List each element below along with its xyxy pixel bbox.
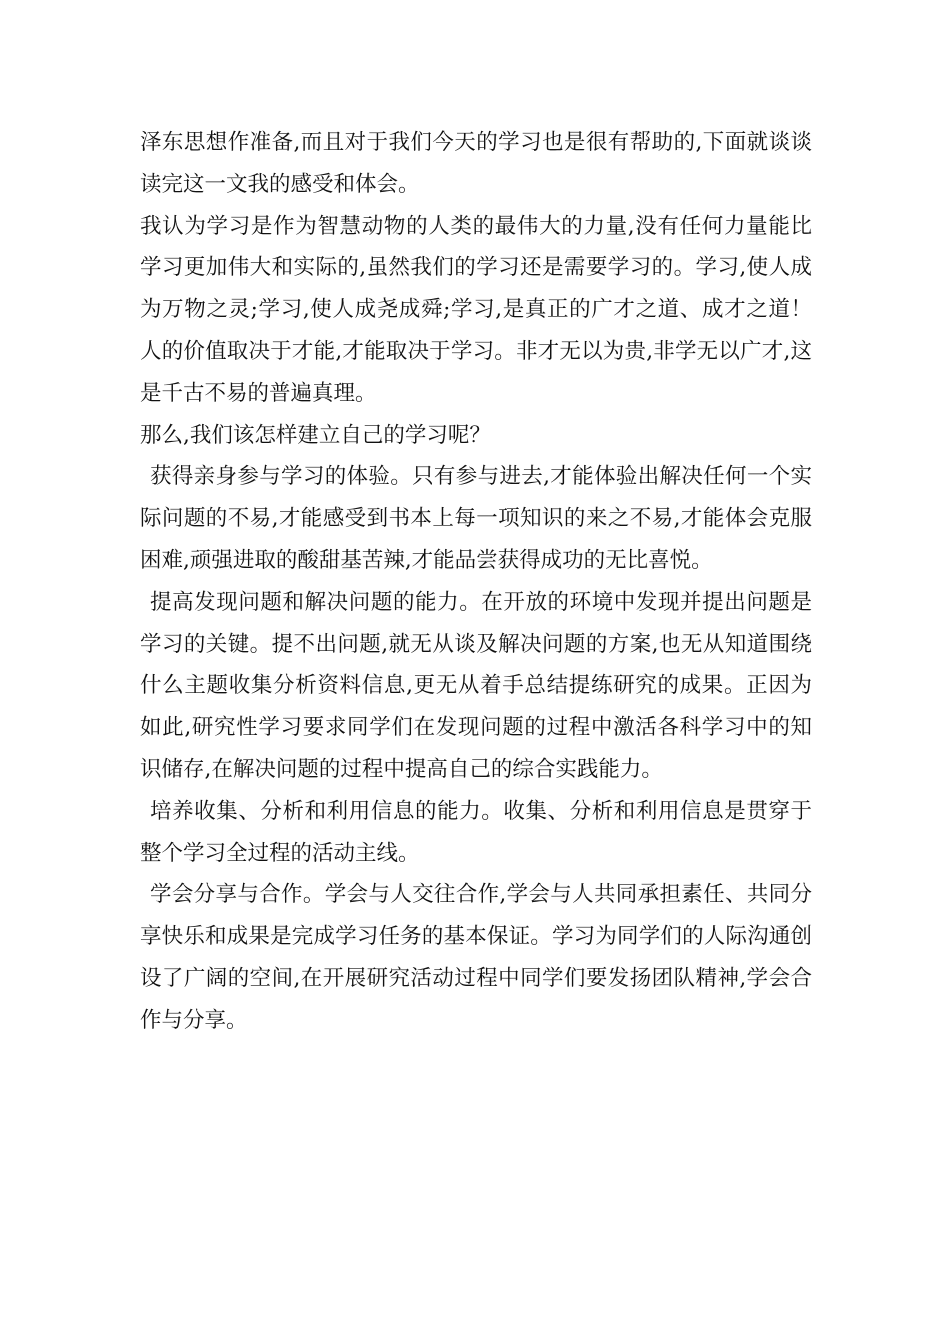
paragraph-continuation: 泽东思想作准备,而且对于我们今天的学习也是很有帮助的,下面就谈谈读完这一文我的感受和体会。 xyxy=(140,130,812,197)
paragraph-learning-power: 我认为学习是作为智慧动物的人类的最伟大的力量,没有任何力量能比学习更加伟大和实际的,虽然我们的学习还是需要学习的。学习,使人成为万物之灵;学习,使人成尧成舜;学习,是真正的广才之道、成才之道！人的价值取决于才能,才能取决于学习。非才无以为贵,非学无以广才,这是千古不易的普遍真理。 xyxy=(140,213,812,406)
paragraph-problem-solving: 提高发现问题和解决问题的能力。在开放的环境中发现并提出问题是学习的关键。提不出问题,就无从谈及解决问题的方案,也无从知道围绕什么主题收集分析资料信息,更无从着手总结提练研究的成果。正因为如此,研究性学习要求同学们在发现问题的过程中激活各科学习中的知识储存,在解决问题的过程中提高自己的综合实践能力。 xyxy=(140,589,812,782)
paragraph-cooperation: 学会分享与合作。学会与人交往合作,学会与人共同承担素任、共同分享快乐和成果是完成学习任务的基本保证。学习为同学们的人际沟通创设了广阔的空间,在开展研究活动过程中同学们要发扬团队精神,学会合作与分享。 xyxy=(140,882,812,1033)
document-body xyxy=(140,122,812,1042)
paragraph-question: 那么,我们该怎样建立自己的学习呢？ xyxy=(140,422,491,448)
paragraph-information: 培养收集、分析和利用信息的能力。收集、分析和利用信息是贯穿于整个学习全过程的活动主线。 xyxy=(140,798,812,866)
paragraph-experience: 获得亲身参与学习的体验。只有参与进去,才能体验出解决任何一个实际问题的不易,才能感受到书本上每一项知识的来之不易,才能体会克服困难,顽强进取的酸甜基苦辣,才能品尝获得成功的无比喜悦。 xyxy=(140,464,812,573)
